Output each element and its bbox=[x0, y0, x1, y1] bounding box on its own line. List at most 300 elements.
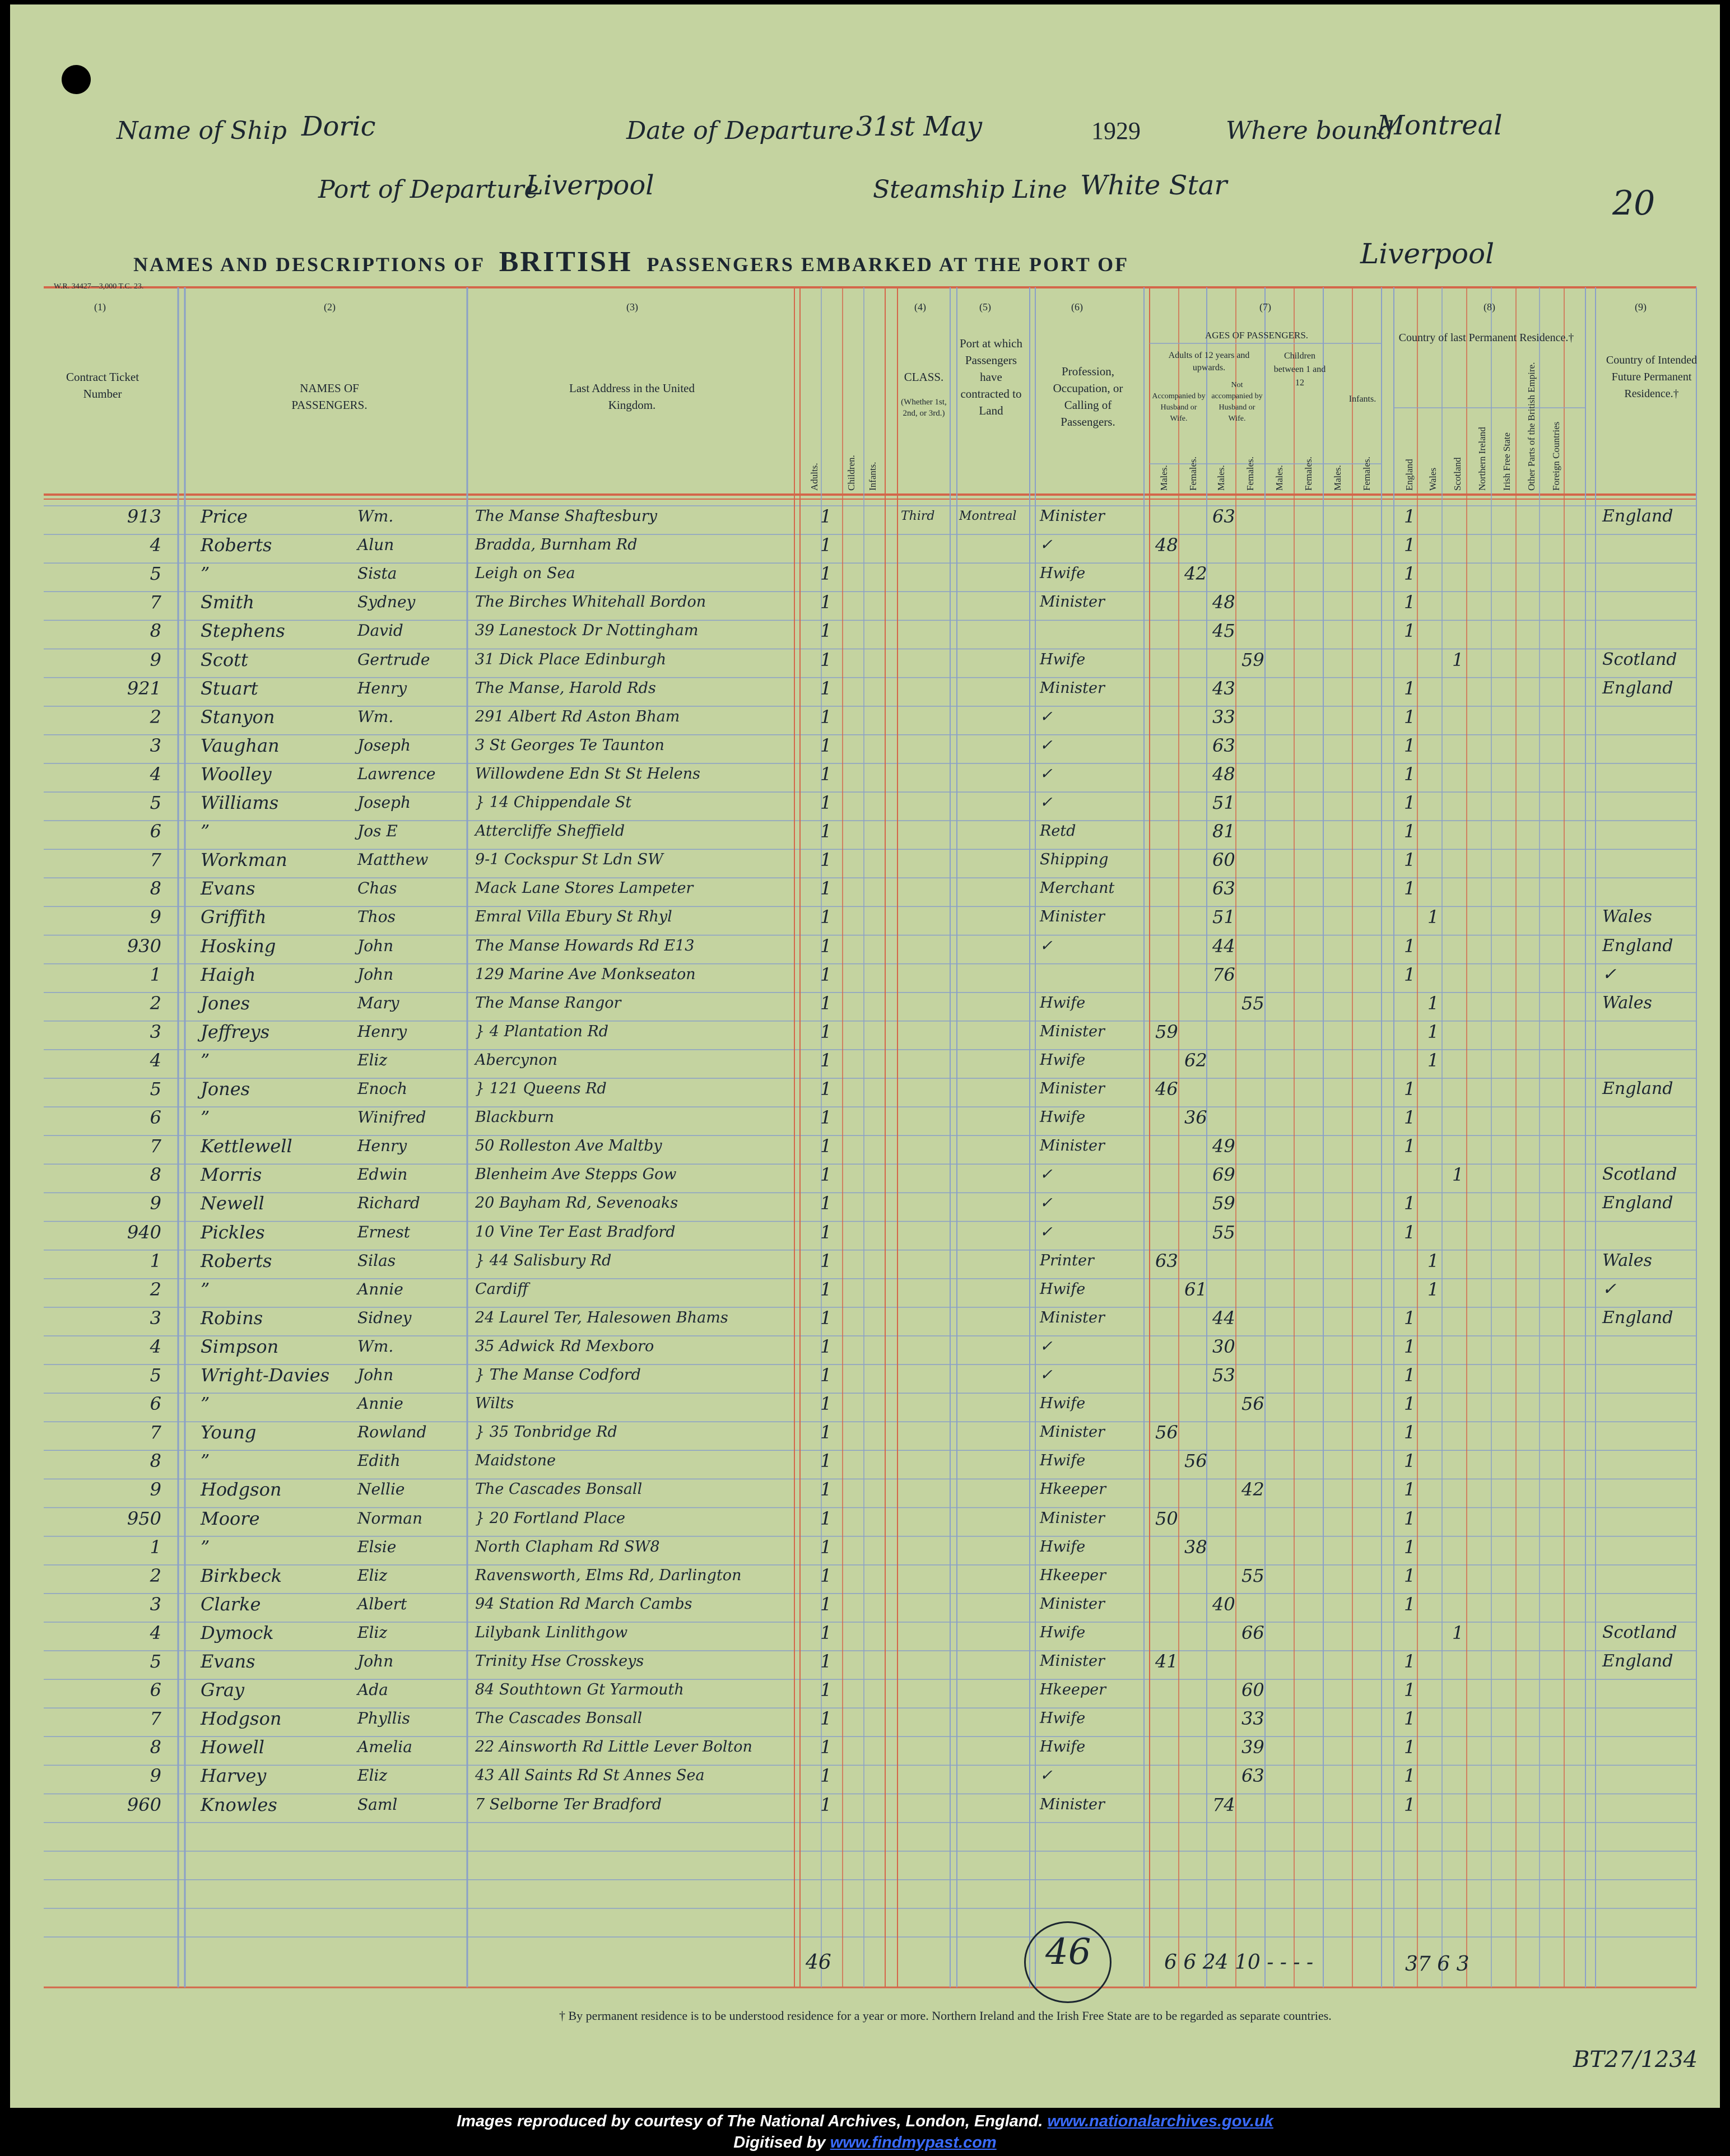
credit-bar bbox=[0, 2108, 1730, 2156]
occupation: Minister bbox=[1040, 593, 1105, 611]
passenger-age: 49 bbox=[1212, 1135, 1235, 1157]
passenger-age: 44 bbox=[1212, 1307, 1235, 1329]
passenger-surname: ” bbox=[201, 1049, 210, 1071]
adult-tick: 1 bbox=[820, 878, 832, 900]
last-address: 39 Lanestock Dr Nottingham bbox=[475, 622, 699, 640]
last-address: 291 Albert Rd Aston Bham bbox=[475, 707, 680, 725]
passenger-forename: Elsie bbox=[357, 1537, 397, 1556]
residence-tick: 1 bbox=[1404, 592, 1416, 613]
nationalarchives-link[interactable]: www.nationalarchives.gov.uk bbox=[1047, 2112, 1273, 2130]
passenger-surname: Workman bbox=[201, 849, 287, 871]
residence-tick: 1 bbox=[1404, 1765, 1416, 1787]
passenger-surname: Clarke bbox=[201, 1593, 261, 1615]
ticket-number: 2 bbox=[150, 706, 161, 728]
occupation: Minister bbox=[1040, 1137, 1105, 1155]
title-port-value: Liverpool bbox=[1360, 238, 1495, 270]
ticket-number: 8 bbox=[150, 1450, 161, 1472]
ship-name-label: Name of Ship bbox=[117, 117, 287, 145]
passenger-forename: Norman bbox=[357, 1508, 423, 1528]
col-females-sub: Females. bbox=[1188, 457, 1198, 491]
passenger-age: 36 bbox=[1184, 1107, 1207, 1129]
residence-tick: 1 bbox=[1404, 963, 1416, 985]
ticket-number: 960 bbox=[127, 1794, 161, 1815]
residence-tick: 1 bbox=[1404, 792, 1416, 813]
passenger-forename: Mary bbox=[357, 993, 399, 1012]
passenger-surname: Robins bbox=[201, 1307, 263, 1329]
col-country-sub: Other Parts of the British Empire. bbox=[1526, 362, 1537, 491]
adult-tick: 1 bbox=[820, 1450, 832, 1472]
date-label: Date of Departure bbox=[626, 117, 854, 145]
archive-reference: BT27/1234 bbox=[1573, 2047, 1698, 2073]
passenger-age: 59 bbox=[1241, 649, 1264, 670]
passenger-forename: Enoch bbox=[357, 1079, 408, 1098]
future-residence: Scotland bbox=[1602, 649, 1677, 669]
col-future-header: Country of Intended Future Permanent Residence.† bbox=[1606, 354, 1698, 400]
col-4-num: (4) bbox=[914, 301, 926, 313]
last-address: 43 All Saints Rd St Annes Sea bbox=[475, 1767, 705, 1785]
occupation: Merchant bbox=[1040, 879, 1115, 897]
residence-tick: 1 bbox=[1452, 1164, 1464, 1186]
passenger-forename: John bbox=[357, 936, 394, 955]
ticket-number: 9 bbox=[150, 1765, 161, 1787]
last-address: Leigh on Sea bbox=[475, 565, 575, 583]
last-address: 50 Rolleston Ave Maltby bbox=[475, 1137, 662, 1155]
passenger-forename: Annie bbox=[357, 1279, 403, 1298]
occupation: Hwife bbox=[1040, 565, 1086, 583]
passenger-surname: Jones bbox=[201, 1078, 250, 1100]
passenger-surname: Gray bbox=[201, 1679, 245, 1701]
ticket-number: 7 bbox=[150, 849, 161, 871]
adult-tick: 1 bbox=[820, 1479, 832, 1501]
occupation: ✓ bbox=[1040, 1767, 1053, 1785]
port-label: Port of Departure bbox=[318, 175, 539, 204]
last-address: The Cascades Bonsall bbox=[475, 1480, 643, 1498]
passenger-surname: Young bbox=[201, 1422, 257, 1443]
residence-tick: 1 bbox=[1427, 1250, 1439, 1272]
residence-tick: 1 bbox=[1452, 649, 1464, 670]
last-address: } 35 Tonbridge Rd bbox=[475, 1423, 617, 1441]
passenger-surname: Hodgson bbox=[201, 1479, 282, 1501]
passenger-forename: Henry bbox=[357, 1022, 407, 1041]
passenger-surname: Smith bbox=[201, 592, 254, 613]
last-address: 9-1 Cockspur St Ldn SW bbox=[475, 851, 663, 869]
ticket-number: 5 bbox=[150, 1651, 161, 1672]
residence-tick: 1 bbox=[1404, 1335, 1416, 1357]
col-9-num: (9) bbox=[1635, 301, 1647, 313]
passenger-forename: Annie bbox=[357, 1394, 403, 1413]
passenger-surname: Woolley bbox=[201, 763, 272, 785]
passenger-surname: Wright-Davies bbox=[201, 1365, 330, 1386]
residence-tick: 1 bbox=[1404, 1794, 1416, 1815]
residence-tick: 1 bbox=[1404, 1135, 1416, 1157]
residence-tick: 1 bbox=[1404, 677, 1416, 699]
col-adults-sub: Adults. bbox=[809, 463, 820, 491]
col-children-sub: Children. bbox=[846, 455, 857, 491]
last-address: Attercliffe Sheffield bbox=[475, 822, 625, 840]
occupation: ✓ bbox=[1040, 707, 1053, 725]
passenger-forename: Thos bbox=[357, 907, 396, 926]
passenger-surname: Pickles bbox=[201, 1221, 265, 1243]
adult-tick: 1 bbox=[820, 706, 832, 728]
ticket-number: 930 bbox=[127, 935, 161, 957]
col-ages-not-accompanied: Not accompanied by Husband or Wife. bbox=[1211, 381, 1263, 423]
ticket-number: 3 bbox=[150, 1021, 161, 1042]
passenger-surname: Griffith bbox=[201, 906, 267, 928]
ticket-number: 2 bbox=[150, 1278, 161, 1300]
col-3-num: (3) bbox=[626, 301, 638, 313]
occupation: Hkeeper bbox=[1040, 1480, 1106, 1498]
adult-tick: 1 bbox=[820, 1794, 832, 1815]
adult-tick: 1 bbox=[820, 620, 832, 642]
passenger-forename: Saml bbox=[357, 1795, 398, 1814]
last-address: Lilybank Linlithgow bbox=[475, 1623, 628, 1641]
passenger-forename: Wm. bbox=[357, 1337, 394, 1356]
col-males-sub: Males. bbox=[1274, 465, 1285, 491]
ticket-number: 3 bbox=[150, 1593, 161, 1615]
passenger-age: 51 bbox=[1212, 792, 1235, 813]
title-prefix: NAMES AND DESCRIPTIONS OF bbox=[133, 253, 485, 276]
ticket-number: 6 bbox=[150, 1679, 161, 1701]
passenger-surname: Haigh bbox=[201, 963, 256, 985]
last-address: The Cascades Bonsall bbox=[475, 1710, 643, 1727]
passenger-forename: Sydney bbox=[357, 593, 416, 612]
future-residence: England bbox=[1602, 1651, 1673, 1671]
last-address: Blenheim Ave Stepps Gow bbox=[475, 1166, 677, 1184]
last-address: 94 Station Rd March Cambs bbox=[475, 1595, 692, 1613]
adult-tick: 1 bbox=[820, 1078, 832, 1100]
passenger-age: 55 bbox=[1212, 1221, 1235, 1243]
passenger-surname: ” bbox=[201, 821, 210, 842]
col-country-sub: Wales bbox=[1427, 467, 1438, 491]
adult-tick: 1 bbox=[820, 1765, 832, 1787]
occupation: ✓ bbox=[1040, 1223, 1053, 1241]
occupation: ✓ bbox=[1040, 1337, 1053, 1355]
passenger-forename: John bbox=[357, 1652, 394, 1670]
findmypast-link[interactable]: www.findmypast.com bbox=[830, 2134, 997, 2152]
adult-tick: 1 bbox=[820, 1593, 832, 1615]
ticket-number: 6 bbox=[150, 1393, 161, 1415]
last-address: } 4 Plantation Rd bbox=[475, 1022, 609, 1040]
adult-tick: 1 bbox=[820, 1049, 832, 1071]
last-address: The Manse, Harold Rds bbox=[475, 679, 656, 697]
ticket-number: 4 bbox=[150, 1335, 161, 1357]
occupation: Hkeeper bbox=[1040, 1566, 1106, 1584]
passenger-forename: Henry bbox=[357, 678, 407, 697]
last-address: Bradda, Burnham Rd bbox=[475, 536, 638, 554]
passenger-forename: Wm. bbox=[357, 507, 394, 525]
last-address: North Clapham Rd SW8 bbox=[475, 1538, 660, 1556]
passenger-forename: Matthew bbox=[357, 850, 429, 869]
passenger-surname: Roberts bbox=[201, 1250, 272, 1272]
last-address: 3 St Georges Te Taunton bbox=[475, 736, 664, 754]
ticket-number: 7 bbox=[150, 1422, 161, 1443]
col-males-sub: Males. bbox=[1159, 465, 1169, 491]
occupation: Minister bbox=[1040, 1423, 1105, 1441]
future-residence: ✓ bbox=[1602, 1279, 1617, 1299]
passenger-age: 41 bbox=[1155, 1651, 1178, 1672]
passenger-age: 50 bbox=[1155, 1507, 1178, 1529]
residence-tick: 1 bbox=[1404, 1422, 1416, 1443]
occupation: Minister bbox=[1040, 1795, 1105, 1813]
ticket-number: 1 bbox=[150, 963, 161, 985]
col-infants-sub: Infants. bbox=[867, 462, 878, 491]
residence-tick: 1 bbox=[1427, 1049, 1439, 1071]
date-year: 1929 bbox=[1091, 117, 1141, 145]
last-address: 20 Bayham Rd, Sevenoaks bbox=[475, 1194, 678, 1212]
residence-tick: 1 bbox=[1404, 1536, 1416, 1558]
residence-tick: 1 bbox=[1404, 1193, 1416, 1214]
col-ticket-header: Contract Ticket Number bbox=[66, 370, 139, 401]
passenger-age: 46 bbox=[1155, 1078, 1178, 1100]
passenger-age: 44 bbox=[1212, 935, 1235, 957]
passenger-surname: Birkbeck bbox=[201, 1564, 282, 1586]
passenger-surname: Jeffreys bbox=[201, 1021, 270, 1042]
punch-hole bbox=[62, 65, 91, 94]
ticket-number: 9 bbox=[150, 1193, 161, 1214]
where-bound-label: Where bound bbox=[1226, 117, 1394, 145]
passenger-forename: Wm. bbox=[357, 707, 394, 726]
passenger-age: 60 bbox=[1212, 849, 1235, 871]
ticket-number: 5 bbox=[150, 1078, 161, 1100]
occupation: Hwife bbox=[1040, 1109, 1086, 1126]
passenger-age: 61 bbox=[1184, 1278, 1207, 1300]
last-address: Trinity Hse Crosskeys bbox=[475, 1652, 644, 1670]
occupation: Hwife bbox=[1040, 1623, 1086, 1641]
last-address: The Manse Shaftesbury bbox=[475, 507, 658, 525]
future-residence: Wales bbox=[1602, 993, 1652, 1013]
credit-line1: Images reproduced by courtesy of The National Archives, London, England. bbox=[457, 2112, 1043, 2130]
total-adults: 46 bbox=[806, 1951, 831, 1974]
adult-tick: 1 bbox=[820, 963, 832, 985]
residence-tick: 1 bbox=[1427, 1021, 1439, 1042]
residence-tick: 1 bbox=[1404, 1593, 1416, 1615]
adult-tick: 1 bbox=[820, 849, 832, 871]
passenger-age: 39 bbox=[1241, 1736, 1264, 1758]
occupation: Hwife bbox=[1040, 994, 1086, 1012]
adult-tick: 1 bbox=[820, 649, 832, 670]
col-8-num: (8) bbox=[1483, 301, 1495, 313]
residence-tick: 1 bbox=[1427, 1278, 1439, 1300]
residence-tick: 1 bbox=[1452, 1622, 1464, 1643]
passenger-forename: Henry bbox=[357, 1137, 407, 1156]
occupation: Minister bbox=[1040, 908, 1105, 926]
total-ages: 6 6 24 10 - - - - bbox=[1164, 1951, 1314, 1974]
passenger-surname: Hosking bbox=[201, 935, 276, 957]
residence-tick: 1 bbox=[1404, 1708, 1416, 1730]
passenger-forename: Gertrude bbox=[357, 650, 430, 669]
residence-tick: 1 bbox=[1404, 506, 1416, 527]
occupation: ✓ bbox=[1040, 765, 1053, 783]
passenger-forename: Joseph bbox=[357, 793, 411, 812]
passenger-age: 51 bbox=[1212, 906, 1235, 928]
col-port-header: Port at which Passengers have contracted to Land bbox=[960, 337, 1022, 417]
ticket-number: 940 bbox=[127, 1221, 161, 1243]
passenger-surname: ” bbox=[201, 1450, 210, 1472]
adult-tick: 1 bbox=[820, 1708, 832, 1730]
occupation: Minister bbox=[1040, 1509, 1105, 1527]
future-residence: England bbox=[1602, 935, 1673, 956]
passenger-surname: ” bbox=[201, 1107, 210, 1129]
ticket-number: 9 bbox=[150, 649, 161, 670]
steamship-label: Steamship Line bbox=[873, 175, 1067, 204]
passenger-age: 59 bbox=[1212, 1193, 1235, 1214]
passenger-surname: Scott bbox=[201, 649, 248, 670]
residence-tick: 1 bbox=[1404, 1736, 1416, 1758]
passenger-age: 53 bbox=[1212, 1365, 1235, 1386]
adult-tick: 1 bbox=[820, 592, 832, 613]
last-address: 31 Dick Place Edinburgh bbox=[475, 650, 667, 668]
occupation: Hwife bbox=[1040, 1710, 1086, 1727]
passenger-age: 63 bbox=[1212, 506, 1235, 527]
last-address: Ravensworth, Elms Rd, Darlington bbox=[475, 1566, 742, 1584]
passenger-age: 60 bbox=[1241, 1679, 1264, 1701]
occupation: ✓ bbox=[1040, 937, 1053, 954]
future-residence: Scotland bbox=[1602, 1622, 1677, 1642]
passenger-age: 63 bbox=[1155, 1250, 1178, 1272]
adult-tick: 1 bbox=[820, 1193, 832, 1214]
occupation: Minister bbox=[1040, 507, 1105, 525]
adult-tick: 1 bbox=[820, 1507, 832, 1529]
ticket-number: 8 bbox=[150, 620, 161, 642]
passenger-surname: Newell bbox=[201, 1193, 264, 1214]
ticket-number: 2 bbox=[150, 992, 161, 1014]
title-suffix: PASSENGERS EMBARKED AT THE PORT OF bbox=[647, 253, 1129, 276]
col-2-num: (2) bbox=[324, 301, 336, 313]
passenger-age: 76 bbox=[1212, 963, 1235, 985]
col-males-sub: Males. bbox=[1216, 465, 1226, 491]
passenger-forename: Sista bbox=[357, 564, 397, 583]
footnote: † By permanent residence is to be understood residence for a year or more. Northern Ireland and the Irish Free State are to be regarded as separate countries. bbox=[559, 2009, 1332, 2023]
last-address: 84 Southtown Gt Yarmouth bbox=[475, 1681, 684, 1699]
ticket-number: 1 bbox=[150, 1250, 161, 1272]
adult-tick: 1 bbox=[820, 1679, 832, 1701]
residence-tick: 1 bbox=[1404, 1078, 1416, 1100]
passenger-forename: Phyllis bbox=[357, 1709, 410, 1728]
adult-tick: 1 bbox=[820, 1250, 832, 1272]
passenger-age: 38 bbox=[1184, 1536, 1207, 1558]
passenger-surname: Morris bbox=[201, 1164, 262, 1186]
adult-tick: 1 bbox=[820, 1736, 832, 1758]
passenger-forename: Jos E bbox=[357, 822, 398, 841]
passenger-forename: Edwin bbox=[357, 1165, 408, 1184]
residence-tick: 1 bbox=[1404, 935, 1416, 957]
last-address: } The Manse Codford bbox=[475, 1366, 641, 1384]
residence-tick: 1 bbox=[1427, 992, 1439, 1014]
passenger-surname: Simpson bbox=[201, 1335, 279, 1357]
col-6-num: (6) bbox=[1071, 301, 1083, 313]
adult-tick: 1 bbox=[820, 1164, 832, 1186]
occupation: Retd bbox=[1040, 822, 1076, 840]
residence-tick: 1 bbox=[1404, 1307, 1416, 1329]
future-residence: England bbox=[1602, 1079, 1673, 1098]
future-residence: England bbox=[1602, 1193, 1673, 1213]
last-address: The Manse Rangor bbox=[475, 994, 621, 1012]
col-names-header: NAMES OF PASSENGERS. bbox=[291, 381, 368, 412]
col-females-sub: Females. bbox=[1245, 457, 1255, 491]
passenger-surname: Howell bbox=[201, 1736, 264, 1758]
passenger-forename: Eliz bbox=[357, 1566, 388, 1585]
passenger-age: 63 bbox=[1241, 1765, 1264, 1787]
ticket-number: 4 bbox=[150, 1049, 161, 1071]
adult-tick: 1 bbox=[820, 1021, 832, 1042]
landing-port: Montreal bbox=[959, 509, 1017, 523]
adult-tick: 1 bbox=[820, 1307, 832, 1329]
col-7-num: (7) bbox=[1259, 301, 1271, 313]
passenger-age: 33 bbox=[1212, 706, 1235, 728]
occupation: Printer bbox=[1040, 1251, 1094, 1269]
passenger-surname: Williams bbox=[201, 792, 279, 813]
occupation: Shipping bbox=[1040, 851, 1109, 869]
passenger-surname: ” bbox=[201, 1536, 210, 1558]
ticket-number: 6 bbox=[150, 1107, 161, 1129]
last-address: } 121 Queens Rd bbox=[475, 1080, 607, 1097]
passenger-surname: Vaughan bbox=[201, 734, 280, 756]
ticket-number: 3 bbox=[150, 734, 161, 756]
last-address: The Manse Howards Rd E13 bbox=[475, 937, 695, 954]
last-address: 24 Laurel Ter, Halesowen Bhams bbox=[475, 1308, 728, 1326]
adult-tick: 1 bbox=[820, 1107, 832, 1129]
occupation: Hwife bbox=[1040, 650, 1086, 668]
last-address: Mack Lane Stores Lampeter bbox=[475, 879, 694, 897]
occupation: Hwife bbox=[1040, 1538, 1086, 1556]
passenger-age: 62 bbox=[1184, 1049, 1207, 1071]
occupation: Hwife bbox=[1040, 1738, 1086, 1756]
passenger-forename: Alun bbox=[357, 535, 394, 555]
passenger-age: 55 bbox=[1241, 992, 1264, 1014]
title-british: BRITISH bbox=[499, 246, 633, 278]
future-residence: Scotland bbox=[1602, 1165, 1677, 1185]
occupation: Minister bbox=[1040, 679, 1105, 697]
last-address: 7 Selborne Ter Bradford bbox=[475, 1795, 662, 1813]
passenger-surname: Hodgson bbox=[201, 1708, 282, 1730]
residence-tick: 1 bbox=[1404, 1365, 1416, 1386]
port-value: Liverpool bbox=[525, 170, 654, 201]
occupation: Hkeeper bbox=[1040, 1681, 1106, 1699]
residence-tick: 1 bbox=[1404, 878, 1416, 900]
passenger-surname: Stephens bbox=[201, 620, 285, 642]
residence-tick: 1 bbox=[1404, 763, 1416, 785]
passenger-forename: John bbox=[357, 1366, 394, 1384]
adult-tick: 1 bbox=[820, 763, 832, 785]
occupation: Minister bbox=[1040, 1652, 1105, 1670]
form-code: W.R. 34427—3,000 T.C. 23. bbox=[54, 282, 144, 291]
passenger-surname: ” bbox=[201, 1393, 210, 1415]
passenger-forename: Sidney bbox=[357, 1308, 412, 1327]
passenger-age: 81 bbox=[1212, 821, 1235, 842]
occupation: Minister bbox=[1040, 1080, 1105, 1097]
last-address: Emral Villa Ebury St Rhyl bbox=[475, 908, 672, 926]
last-address: 35 Adwick Rd Mexboro bbox=[475, 1337, 654, 1355]
occupation: Hwife bbox=[1040, 1051, 1086, 1069]
adult-tick: 1 bbox=[820, 1335, 832, 1357]
adult-tick: 1 bbox=[820, 563, 832, 585]
last-address: Abercynon bbox=[475, 1051, 558, 1069]
last-address: } 20 Fortland Place bbox=[475, 1509, 625, 1527]
passenger-age: 42 bbox=[1241, 1479, 1264, 1501]
total-residence: 37 6 3 bbox=[1405, 1953, 1469, 1976]
col-country-sub: Irish Free State bbox=[1501, 432, 1512, 491]
residence-tick: 1 bbox=[1404, 1479, 1416, 1501]
passenger-forename: Ada bbox=[357, 1680, 388, 1699]
last-address: 129 Marine Ave Monkseaton bbox=[475, 965, 696, 983]
last-address: Willowdene Edn St St Helens bbox=[475, 765, 700, 783]
col-country-sub: Scotland bbox=[1452, 457, 1463, 491]
adult-tick: 1 bbox=[820, 677, 832, 699]
passenger-age: 30 bbox=[1212, 1335, 1235, 1357]
adult-tick: 1 bbox=[820, 1393, 832, 1415]
passenger-surname: Evans bbox=[201, 1651, 255, 1672]
ticket-number: 950 bbox=[127, 1507, 161, 1529]
